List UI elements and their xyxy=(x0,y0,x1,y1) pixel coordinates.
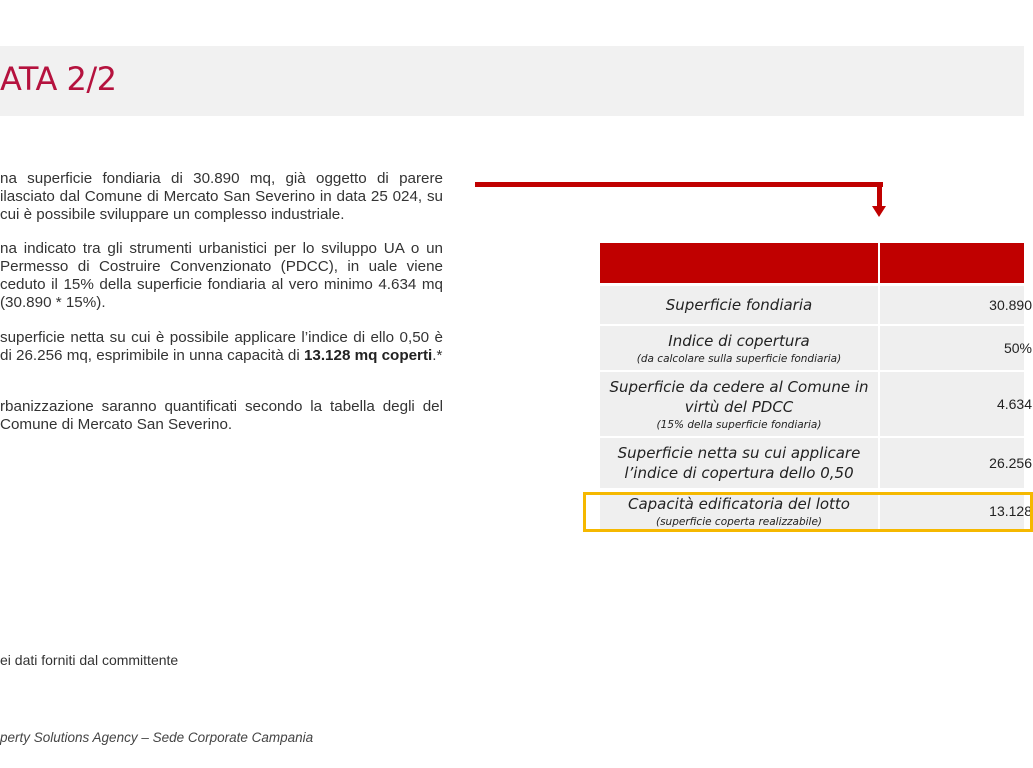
row-label: Superficie da cedere al Comune in virtù del PDCC xyxy=(609,377,869,416)
highlight-box xyxy=(583,492,1033,532)
table-header-row xyxy=(600,243,1024,283)
title-band xyxy=(0,46,1024,116)
body-paragraph-3 xyxy=(0,329,443,365)
table-cell-label xyxy=(600,286,878,324)
footer-text: perty Solutions Agency – Sede Corporate Campania xyxy=(0,730,314,745)
row-sublabel: (15% della superficie fondiaria) xyxy=(656,418,822,431)
row-value: 50% xyxy=(1003,340,1032,356)
row-value: 4.634 xyxy=(996,396,1032,412)
row-label: Superficie fondiaria xyxy=(665,296,813,314)
paragraph-text: na superficie fondiaria di 30.890 mq, già oggetto di parere ilasciato dal Comune di Mercato San Severino in data 25 024, su cui è possibile sviluppare un complesso industriale. xyxy=(0,170,443,223)
connector-arrow-horizontal xyxy=(475,182,883,187)
table-cell-value xyxy=(880,326,1032,370)
table-cell-value xyxy=(880,286,1032,324)
table-row xyxy=(600,372,1032,436)
row-value: 26.256 xyxy=(989,455,1032,471)
table-row xyxy=(600,438,1032,488)
page-title: ATA 2/2 xyxy=(0,60,117,98)
row-label: Indice di copertura xyxy=(668,331,810,350)
footnote: ei dati forniti dal committente xyxy=(0,652,179,668)
body-paragraph-1 xyxy=(0,170,443,224)
table-header-cell-value xyxy=(880,243,1024,283)
capacity-highlight-text: 13.128 mq coperti xyxy=(303,347,433,364)
paragraph-text: rbanizzazione saranno quantificati secondo la tabella degli del Comune di Mercato San Severino. xyxy=(0,398,443,433)
table-cell-label xyxy=(600,438,878,488)
connector-arrow-vertical xyxy=(877,182,882,208)
row-sublabel: (superficie coperta realizzabile) xyxy=(655,515,823,528)
row-value: 30.890 xyxy=(989,297,1032,313)
table-cell-value xyxy=(880,438,1032,488)
row-label: Capacità edificatoria del lotto xyxy=(627,494,850,513)
paragraph-text-start: superficie netta su cui è possibile applicare l’indice di ello 0,50 è di 26.256 mq, esprimibile in unna capacità di xyxy=(0,329,443,364)
table-header-cell-label xyxy=(600,243,878,283)
arrow-down-icon xyxy=(872,206,886,217)
body-paragraph-4 xyxy=(0,398,443,434)
paragraph-text-end: .* xyxy=(432,347,443,364)
table-cell-label xyxy=(600,372,878,436)
table-cell-value xyxy=(880,372,1032,436)
table-cell-label xyxy=(600,326,878,370)
row-sublabel: (da calcolare sulla superficie fondiaria) xyxy=(636,352,842,365)
table-row xyxy=(600,286,1032,324)
body-paragraph-2 xyxy=(0,240,443,312)
table-row xyxy=(600,326,1032,370)
paragraph-text xyxy=(0,329,443,365)
row-label: Superficie netta su cui applicare l’indice di copertura dello 0,50 xyxy=(617,444,861,482)
row-value: 13.128 xyxy=(989,503,1032,519)
paragraph-text: na indicato tra gli strumenti urbanistici per lo sviluppo UA o un Permesso di Costruire Convenzionato (PDCC), in uale viene ceduto il 15% della superficie fondiaria al vero minimo 4.634 mq (30.890 * 15%). xyxy=(0,240,443,311)
